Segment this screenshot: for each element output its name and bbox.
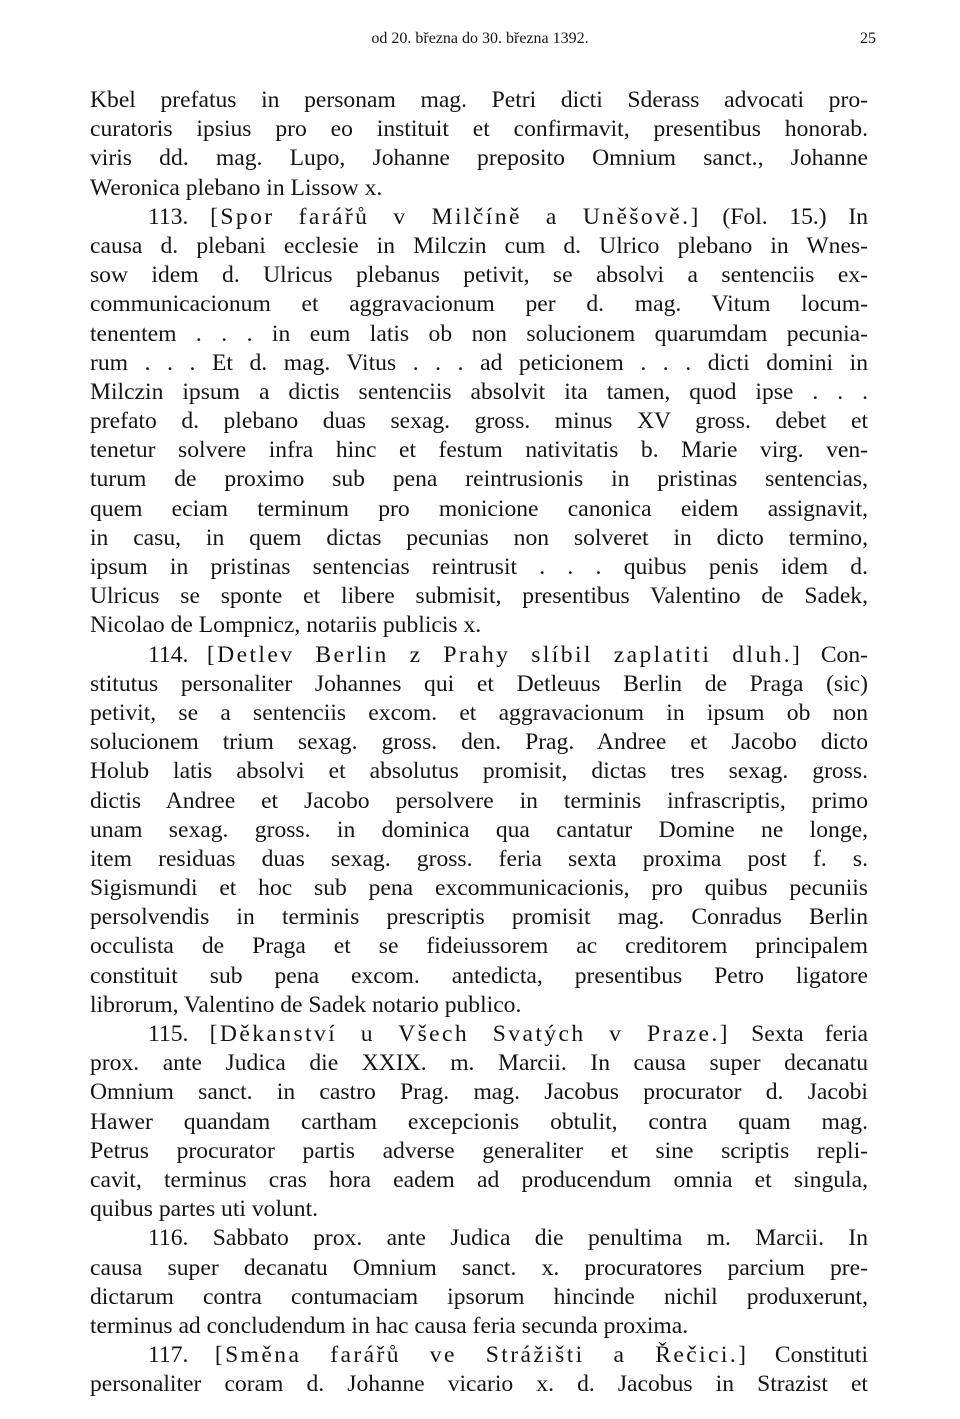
- text-line: [90, 1312, 868, 1341]
- text-line: [90, 1078, 868, 1107]
- entry-first-line: [90, 1341, 868, 1370]
- entry-first-line: [90, 1224, 868, 1253]
- text-line: [90, 349, 868, 378]
- text-line: [90, 787, 868, 816]
- line-text: Con-: [820, 641, 868, 668]
- text-line: [90, 290, 868, 319]
- body-text: [90, 86, 868, 1399]
- line-text: Ulricus se sponte et libere submisit, presentibus Valentino de Sadek,: [90, 583, 868, 610]
- text-line: [90, 320, 868, 349]
- text-line: [90, 1370, 868, 1399]
- line-text: Kbel prefatus in personam mag. Petri dicti Sderass advocati pro-: [90, 87, 868, 113]
- text-line: [90, 874, 868, 903]
- line-text: dictarum contra contumaciam ipsorum hincinde nichil produxerunt,: [90, 1283, 868, 1310]
- text-line: [90, 1254, 868, 1283]
- page-number: 25: [860, 30, 876, 47]
- line-text: quem eciam terminum pro monicione canonica eidem assignavit,: [90, 495, 868, 522]
- entry-number: 115.: [148, 1021, 189, 1047]
- line-text: rum . . . Et d. mag. Vitus . . . ad peticionem . . . dicti domini in: [90, 349, 868, 376]
- line-text: Weronica plebano in Lissow x.: [90, 174, 383, 201]
- line-text: causa super decanatu Omnium sanct. x. procuratores parcium pre-: [90, 1254, 868, 1281]
- running-title: od 20. března do 30. března 1392.: [371, 30, 589, 47]
- entry-heading: [Směna farářů ve Strážišti a Řečici.]: [214, 1342, 749, 1369]
- line-text: solucionem trium sexag. gross. den. Prag. Andree et Jacobo dicto: [90, 729, 868, 756]
- line-text: tenetur solvere infra hinc et festum nativitatis b. Marie virg. ven-: [90, 437, 868, 464]
- text-line: [90, 816, 868, 845]
- text-line: [90, 962, 868, 991]
- entry-first-line: [90, 203, 868, 232]
- line-text: terminus ad concludendum in hac causa feria secunda proxima.: [90, 1312, 689, 1339]
- text-line: [90, 524, 868, 553]
- text-line: [90, 1049, 868, 1078]
- text-line: [90, 757, 868, 786]
- line-text: (Fol. 15.) In: [722, 203, 868, 230]
- text-line: [90, 174, 868, 203]
- text-line: [90, 728, 868, 757]
- entry-number: 113.: [148, 203, 189, 230]
- text-line: [90, 1137, 868, 1166]
- text-line: [90, 144, 868, 173]
- line-text: Holub latis absolvi et absolutus promisit, dictas tres sexag. gross.: [90, 758, 868, 785]
- entry-heading: [Děkanství u Všech Svatých v Praze.]: [209, 1021, 730, 1047]
- line-text: stitutus personaliter Johannes qui et Detleuus Berlin de Praga (sic): [90, 670, 868, 697]
- text-line: [90, 495, 868, 524]
- entry-heading: [Detlev Berlin z Prahy slíbil zaplatiti dluh.]: [206, 641, 803, 668]
- line-text: petivit, se a sentenciis excom. et aggravacionum in ipsum ob non: [90, 699, 868, 726]
- line-text: turum de proximo sub pena reintrusionis in pristinas sentencias,: [90, 466, 868, 493]
- line-text: Sigismundi et hoc sub pena excommunicacionis, pro quibus pecuniis: [90, 875, 868, 902]
- running-header: [0, 30, 960, 54]
- text-line: [90, 1283, 868, 1312]
- text-line: [90, 611, 868, 640]
- line-text: prox. ante Judica die XXIX. m. Marcii. In causa super decanatu: [90, 1050, 868, 1077]
- text-line: [90, 1166, 868, 1195]
- text-line: [90, 261, 868, 290]
- line-text: unam sexag. gross. in dominica qua cantatur Domine ne longe,: [90, 816, 868, 843]
- line-text: constituit sub pena excom. antedicta, presentibus Petro ligatore: [90, 962, 868, 989]
- line-text: Omnium sanct. in castro Prag. mag. Jacobus procurator d. Jacobi: [90, 1079, 868, 1106]
- text-line: [90, 553, 868, 582]
- text-line: [90, 699, 868, 728]
- entry-number: 117.: [148, 1342, 189, 1369]
- text-line: [90, 465, 868, 494]
- text-line: [90, 845, 868, 874]
- entry-first-line: [90, 1020, 868, 1049]
- line-text: Hawer quandam cartham excepcionis obtulit, contra quam mag.: [90, 1108, 868, 1135]
- line-text: cavit, terminus cras hora eadem ad producendum omnia et singula,: [90, 1166, 868, 1193]
- line-text: ipsum in pristinas sentencias reintrusit . . . quibus penis idem d.: [90, 554, 868, 580]
- line-text: occulista de Praga et se fideiussorem ac creditorem principalem: [90, 933, 868, 960]
- line-text: Sabbato prox. ante Judica die penultima m. Marcii. In: [212, 1225, 868, 1252]
- text-line: [90, 436, 868, 465]
- line-text: Petrus procurator partis adverse generaliter et sine scriptis repli-: [90, 1137, 868, 1164]
- line-text: tenentem . . . in eum latis ob non solucionem quarumdam pecunia-: [90, 320, 868, 347]
- text-line: [90, 378, 868, 407]
- text-line: [90, 670, 868, 699]
- line-text: communicacionum et aggravacionum per d. mag. Vitum locum-: [90, 291, 868, 318]
- line-text: Milczin ipsum a dictis sentenciis absolvit ita tamen, quod ipse . . .: [90, 378, 868, 405]
- text-line: [90, 1195, 868, 1224]
- text-line: [90, 582, 868, 611]
- text-line: [90, 86, 868, 115]
- entry-first-line: [90, 641, 868, 670]
- line-text: in casu, in quem dictas pecunias non solveret in dicto termino,: [90, 524, 868, 551]
- text-line: [90, 1108, 868, 1137]
- line-text: persolvendis in terminis prescriptis promisit mag. Conradus Berlin: [90, 904, 868, 931]
- line-text: librorum, Valentino de Sadek notario publico.: [90, 991, 522, 1018]
- line-text: Nicolao de Lompnicz, notariis publicis x.: [90, 612, 482, 639]
- text-line: [90, 232, 868, 261]
- entry-heading: [Spor farářů v Milčíně a Uněšově.]: [210, 203, 701, 230]
- line-text: Sexta feria: [751, 1021, 868, 1047]
- text-line: [90, 407, 868, 436]
- entry-number: 116.: [148, 1225, 189, 1252]
- line-text: item residuas duas sexag. gross. feria sexta proxima post f. s.: [90, 845, 868, 872]
- line-text: personaliter coram d. Johanne vicario x. d. Jacobus in Strazist et: [90, 1371, 868, 1398]
- text-line: [90, 991, 868, 1020]
- text-line: [90, 932, 868, 961]
- text-line: [90, 115, 868, 144]
- line-text: dictis Andree et Jacobo persolvere in terminis infrascriptis, primo: [90, 787, 868, 814]
- line-text: Constituti: [774, 1342, 869, 1369]
- line-text: causa d. plebani ecclesie in Milczin cum d. Ulrico plebano in Wnes-: [90, 232, 868, 259]
- line-text: sow idem d. Ulricus plebanus petivit, se absolvi a sentenciis ex-: [90, 262, 868, 289]
- entry-number: 114.: [148, 641, 189, 668]
- line-text: curatoris ipsius pro eo instituit et confirmavit, presentibus honorab.: [90, 116, 868, 143]
- line-text: prefato d. plebano duas sexag. gross. minus XV gross. debet et: [90, 408, 868, 435]
- text-line: [90, 903, 868, 932]
- line-text: viris dd. mag. Lupo, Johanne preposito Omnium sanct., Johanne: [90, 145, 868, 172]
- line-text: quibus partes uti volunt.: [90, 1196, 319, 1223]
